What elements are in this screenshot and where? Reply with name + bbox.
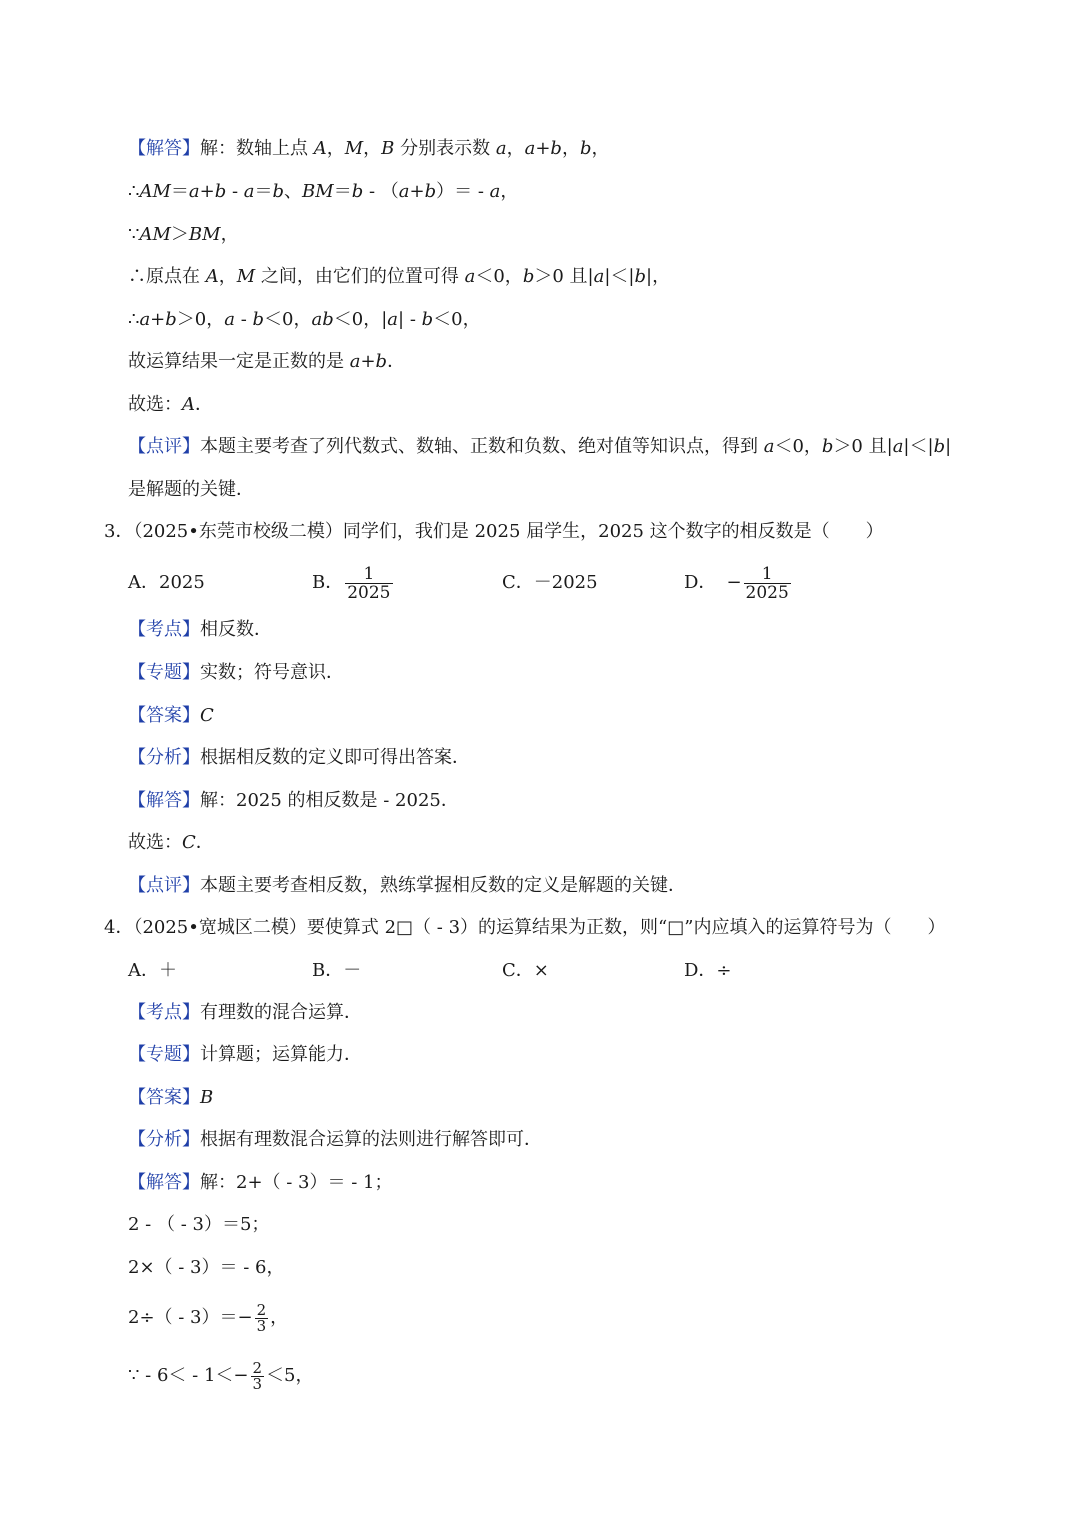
text: ＞0 且| <box>534 266 594 287</box>
text: | <box>945 436 952 457</box>
var: b <box>272 181 285 202</box>
q4-option-c: C．× <box>502 960 549 981</box>
text: 本题主要考查相反数，熟练掌握相反数的定义是解题的关键． <box>200 875 686 896</box>
denominator: 2025 <box>347 582 391 603</box>
var: a <box>892 436 904 457</box>
text: ， <box>218 266 237 287</box>
fenxi-tag: 【分析】 <box>128 747 200 768</box>
kaodian-tag: 【考点】 <box>128 1002 200 1023</box>
text: ＜5， <box>266 1365 314 1386</box>
text: ∴ <box>128 309 140 330</box>
text: 故选： <box>128 832 182 853</box>
var: b <box>579 138 592 159</box>
s2-line-3 <box>128 222 239 248</box>
s2-guxuan-line <box>128 392 213 418</box>
text: ＝ <box>170 181 189 202</box>
text: - <box>234 309 253 330</box>
q4-calc-2: 2 - （ - 3）＝5； <box>128 1214 270 1235</box>
text: ＞0， <box>176 309 225 330</box>
fenxi-tag: 【分析】 <box>128 1129 200 1150</box>
var: ab <box>311 309 334 330</box>
q4-daan <box>128 1085 213 1111</box>
var: C <box>182 832 196 853</box>
q4-kaodian <box>128 1000 362 1026</box>
text: ＞0 且| <box>833 436 893 457</box>
var: a <box>387 309 399 330</box>
q4-fenxi <box>128 1127 542 1153</box>
var: a <box>489 181 501 202</box>
text: 、 <box>284 181 303 202</box>
q3-fenxi <box>128 745 470 771</box>
q3-stem: 3．（2025•东莞市校级二模）同学们，我们是 2025 届学生，2025 这个数字的相反数是（ ） <box>104 521 884 542</box>
s2-line-4 <box>128 264 670 290</box>
var: b <box>351 181 364 202</box>
q4-jieda <box>128 1170 393 1196</box>
s2-line-6 <box>128 349 405 375</box>
option-label: D． <box>684 572 717 593</box>
q3-option-c: C．－2025 <box>502 572 598 593</box>
q3-guxuan <box>128 830 214 856</box>
text: ＝ <box>254 181 273 202</box>
text: 本题主要考查了列代数式、数轴、正数和负数、绝对值等知识点，得到 <box>200 436 764 457</box>
var: b <box>634 266 646 287</box>
numerator: 2 <box>252 1358 263 1377</box>
text: ＜0， <box>433 309 481 330</box>
q3-daan <box>128 703 214 729</box>
text: 解：数轴上点 <box>200 138 314 159</box>
text: |＜| <box>903 436 934 457</box>
q4-calc-5 <box>128 1356 314 1396</box>
text: 根据有理数混合运算的法则进行解答即可． <box>200 1129 542 1150</box>
text: ． <box>195 832 214 853</box>
var: a+b <box>139 309 177 330</box>
denominator: 2025 <box>745 582 789 603</box>
text: ∵ <box>128 224 140 245</box>
text: 分别表示数 <box>394 138 496 159</box>
zhuanti-tag: 【专题】 <box>128 662 200 683</box>
var: BM <box>188 224 221 245</box>
text: ＝ <box>333 181 352 202</box>
var: b <box>421 309 434 330</box>
s2-line-5 <box>128 307 481 333</box>
text: |， <box>646 266 671 287</box>
text: ＞ <box>170 224 189 245</box>
text: ＜0， <box>264 309 312 330</box>
fraction <box>255 1300 269 1335</box>
var: a <box>495 138 507 159</box>
zhuanti-tag: 【专题】 <box>128 1044 200 1065</box>
var: a+b <box>349 351 388 372</box>
denominator: 3 <box>256 1316 267 1335</box>
text: ， <box>591 138 610 159</box>
jieda-tag: 【解答】 <box>128 1172 200 1193</box>
text: ， <box>220 224 239 245</box>
var: a <box>763 436 775 457</box>
text: 故选： <box>128 394 182 415</box>
var: b <box>522 266 535 287</box>
text: 解：2+（ - 3）＝ - 1； <box>200 1172 393 1193</box>
text: ∵ - 6＜ - 1＜− <box>128 1365 249 1386</box>
var: AM <box>139 181 171 202</box>
var: a <box>593 266 605 287</box>
daan-tag: 【答案】 <box>128 1087 200 1108</box>
jieda-tag: 【解答】 <box>128 790 200 811</box>
dianping-tag: 【点评】 <box>128 875 200 896</box>
q3-option-a: A．2025 <box>128 572 205 593</box>
q3-option-d <box>684 560 793 606</box>
text: - （ <box>363 181 399 202</box>
fraction <box>744 565 791 602</box>
text: 2÷（ - 3）＝− <box>128 1307 253 1328</box>
answer: C <box>200 705 214 726</box>
fraction <box>251 1358 265 1393</box>
text: ． <box>195 394 213 415</box>
q4-zhuanti <box>128 1042 362 1068</box>
s2-jieda-line <box>128 136 609 162</box>
var: a <box>243 181 255 202</box>
text: ， <box>500 181 519 202</box>
text: ， <box>270 1307 289 1328</box>
text: ∴ <box>128 181 140 202</box>
var: a+b <box>188 181 227 202</box>
text: ＜0， <box>475 266 523 287</box>
var: a+b <box>398 181 437 202</box>
var: a <box>224 309 235 330</box>
text: 相反数． <box>200 619 272 640</box>
q3-dianping <box>128 873 686 899</box>
numerator: 1 <box>761 563 773 584</box>
var: b <box>933 436 946 457</box>
text: ＜0， <box>774 436 822 457</box>
text: ）＝ - <box>436 181 490 202</box>
q4-option-a: A．＋ <box>128 960 177 981</box>
text: ． <box>387 351 406 372</box>
var: BM <box>302 181 334 202</box>
text: 根据相反数的定义即可得出答案． <box>200 747 470 768</box>
s2-line-2 <box>128 179 518 205</box>
q3-zhuanti <box>128 660 344 686</box>
fraction <box>345 565 392 602</box>
denominator: 3 <box>252 1374 263 1393</box>
text: | - <box>398 309 422 330</box>
numerator: 1 <box>363 563 375 584</box>
var: A <box>313 138 327 159</box>
var: AM <box>139 224 171 245</box>
q3-kaodian <box>128 617 272 643</box>
text: ， <box>506 138 525 159</box>
text: ＜0，| <box>333 309 388 330</box>
var: b <box>252 309 265 330</box>
text: ， <box>561 138 580 159</box>
text: ， <box>363 138 382 159</box>
text: 有理数的混合运算． <box>200 1002 362 1023</box>
text: 解：2025 的相反数是 - 2025． <box>200 790 459 811</box>
option-label: B． <box>312 572 344 593</box>
text: 实数；符号意识． <box>200 662 344 683</box>
minus-sign: − <box>726 572 742 593</box>
var: a+b <box>524 138 562 159</box>
text: 计算题；运算能力． <box>200 1044 362 1065</box>
s2-dianping-cont: 是解题的关键． <box>128 479 254 500</box>
var: A <box>205 266 219 287</box>
jieda-tag: 【解答】 <box>128 138 200 159</box>
text: 故运算结果一定是正数的是 <box>128 351 350 372</box>
s2-dianping-line <box>128 434 951 460</box>
text: |＜| <box>604 266 635 287</box>
var: b <box>821 436 834 457</box>
kaodian-tag: 【考点】 <box>128 619 200 640</box>
answer: B <box>200 1087 214 1108</box>
text: - <box>226 181 244 202</box>
dianping-tag: 【点评】 <box>128 436 200 457</box>
text: ∴原点在 <box>128 266 206 287</box>
q4-stem: 4．（2025•宽城区二模）要使算式 2□（ - 3）的运算结果为正数，则“□”内应填入的运算符号为（ ） <box>104 917 946 938</box>
numerator: 2 <box>256 1300 267 1319</box>
daan-tag: 【答案】 <box>128 705 200 726</box>
q4-calc-3: 2×（ - 3）＝ - 6， <box>128 1257 285 1278</box>
q4-option-d: D．÷ <box>684 960 732 981</box>
q4-option-b: B．－ <box>312 960 362 981</box>
text: ， <box>326 138 345 159</box>
var: A <box>182 394 195 415</box>
var: M <box>344 138 364 159</box>
text: 之间，由它们的位置可得 <box>255 266 465 287</box>
q3-option-b <box>312 560 395 606</box>
q3-jieda <box>128 788 459 814</box>
var: B <box>381 138 395 159</box>
var: M <box>236 266 256 287</box>
var: a <box>464 266 476 287</box>
q4-calc-4 <box>128 1298 288 1338</box>
